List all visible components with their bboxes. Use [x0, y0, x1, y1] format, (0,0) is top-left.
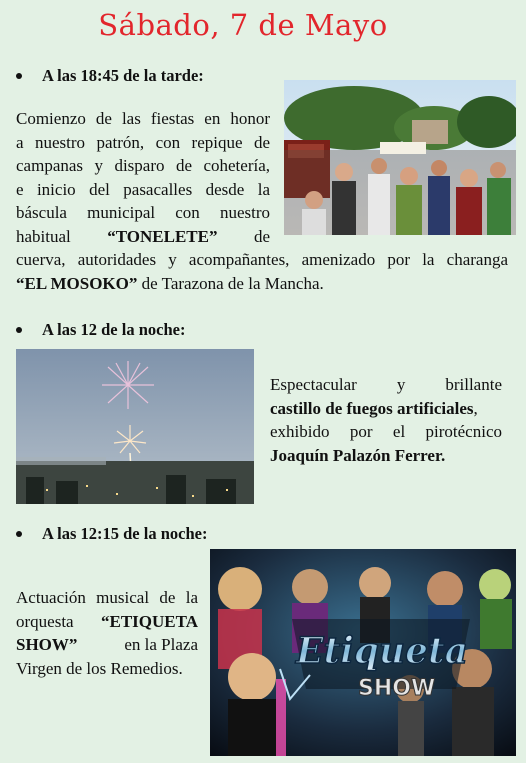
section-2-text [270, 373, 502, 467]
text-line: báscula municipal con nuestro [16, 203, 270, 222]
band-name-show: SHOW” [16, 635, 78, 654]
text-line: Actuación musical de la [16, 588, 198, 607]
fireworks-photo [16, 349, 254, 504]
band-name-tonelete: “TONELETE” [107, 226, 218, 246]
text-fragment: de Tarazona de la Mancha. [137, 273, 324, 293]
text-fragment: , [473, 398, 478, 418]
time-label-3: A las 12:15 de la noche: [42, 524, 208, 543]
bullet-icon [16, 531, 22, 537]
text-line: campanas y disparo de cohetería, [16, 156, 270, 175]
section-1-text [16, 107, 270, 248]
pyrotechnician-name: Joaquín Palazón Ferrer. [270, 445, 446, 465]
text-line: a nuestro patrón, con repique de [16, 132, 270, 152]
text-line [270, 444, 502, 468]
text-line [270, 373, 502, 397]
time-label-2: A las 12 de la noche: [42, 320, 186, 339]
section-heading-2 [16, 320, 185, 340]
text-line: e inicio del pasacalles desde la [16, 179, 270, 199]
text-line: cuerva, autoridades y acompañantes, amenizado por la charanga [16, 250, 508, 269]
text-line [16, 633, 198, 657]
text-fragment: de [253, 226, 270, 246]
text-fragment: Espectacular [270, 375, 357, 394]
page-title: Sábado, 7 de Mayo [98, 8, 388, 42]
text-line [16, 225, 270, 249]
text-fragment: y [396, 375, 406, 394]
text-line: Comienzo de las fiestas en honor [16, 109, 270, 128]
section-3-text [16, 586, 198, 680]
band-name-etiqueta: “ETIQUETA [101, 611, 198, 631]
time-label-1: A las 18:45 de la tarde: [42, 66, 204, 85]
band-name-mosoko: “EL MOSOKO” [16, 273, 138, 293]
section-heading-3 [16, 524, 207, 544]
show-logo-text: SHOW [358, 676, 436, 701]
text-line [16, 272, 508, 296]
text-fragment: brillante [445, 375, 502, 394]
bullet-icon [16, 73, 22, 79]
text-fragment: habitual [16, 226, 71, 246]
text-line: Virgen de los Remedios. [16, 658, 183, 678]
fireworks-label: castillo de fuegos artificiales [270, 398, 474, 418]
text-line [16, 610, 198, 634]
etiqueta-show-photo [210, 549, 516, 756]
section-heading-1 [16, 66, 204, 86]
text-line [270, 397, 502, 421]
etiqueta-logo-text: Etiqueta [296, 630, 468, 672]
bullet-icon [16, 327, 22, 333]
text-fragment: orquesta [16, 611, 74, 631]
section-1-text-cont [16, 248, 508, 295]
crowd-photo [284, 80, 516, 235]
text-line: exhibido por el pirotécnico [270, 422, 502, 441]
text-fragment: en la Plaza [124, 635, 198, 654]
